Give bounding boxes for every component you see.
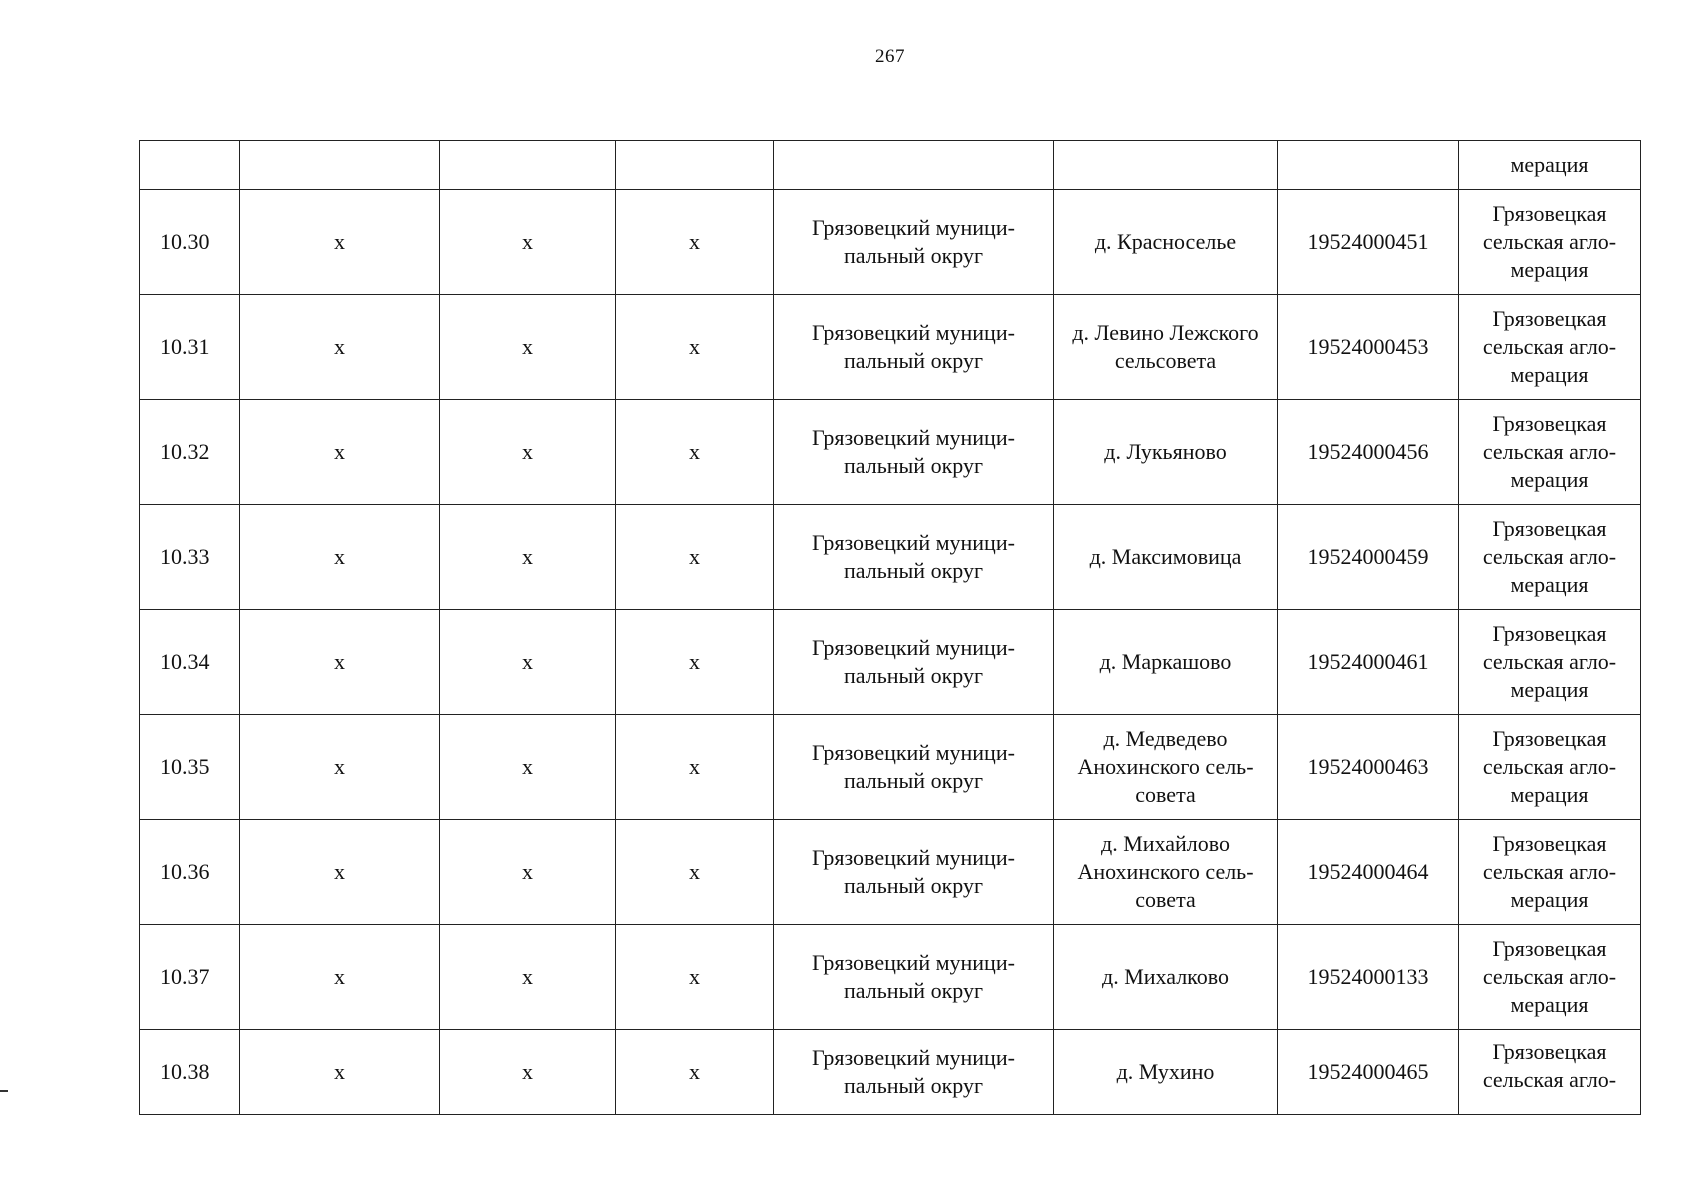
- mark-cell: х: [440, 715, 616, 820]
- table-cell: [774, 141, 1054, 190]
- settlement-cell: д. Мухино: [1054, 1030, 1278, 1115]
- settlement-cell: д. Медведево Анохинского сель- совета: [1054, 715, 1278, 820]
- mark-cell: х: [616, 715, 774, 820]
- settlement-cell: д. Красноселье: [1054, 190, 1278, 295]
- table-cell: [1278, 141, 1459, 190]
- agglomeration-cell: Грязовецкая сельская агло- мерация: [1459, 295, 1641, 400]
- mark-cell: х: [240, 820, 440, 925]
- row-number-cell: 10.33: [140, 505, 240, 610]
- mark-cell: х: [440, 820, 616, 925]
- district-cell: Грязовецкий муници- пальный округ: [774, 505, 1054, 610]
- row-number-cell: 10.38: [140, 1030, 240, 1115]
- row-number-cell: 10.34: [140, 610, 240, 715]
- oktmo-code-cell: 19524000453: [1278, 295, 1459, 400]
- row-number-cell: 10.32: [140, 400, 240, 505]
- agglomeration-cell: Грязовецкая сельская агло- мерация: [1459, 400, 1641, 505]
- mark-cell: х: [440, 505, 616, 610]
- settlement-cell: д. Левино Лежского сельсовета: [1054, 295, 1278, 400]
- settlement-cell: д. Максимовица: [1054, 505, 1278, 610]
- oktmo-code-cell: 19524000456: [1278, 400, 1459, 505]
- agglomeration-cell: Грязовецкая сельская агло-: [1459, 1030, 1641, 1115]
- oktmo-code-cell: 19524000464: [1278, 820, 1459, 925]
- district-cell: Грязовецкий муници- пальный округ: [774, 925, 1054, 1030]
- row-number-cell: 10.36: [140, 820, 240, 925]
- margin-mark: [0, 1090, 8, 1092]
- table-row: [140, 190, 1641, 295]
- row-number-cell: 10.35: [140, 715, 240, 820]
- oktmo-code-cell: 19524000461: [1278, 610, 1459, 715]
- mark-cell: х: [616, 820, 774, 925]
- table-row: [140, 505, 1641, 610]
- row-number-cell: 10.30: [140, 190, 240, 295]
- table-cell: [240, 141, 440, 190]
- table-row-continuation: [140, 141, 1641, 190]
- mark-cell: х: [240, 190, 440, 295]
- oktmo-code-cell: 19524000459: [1278, 505, 1459, 610]
- mark-cell: х: [616, 400, 774, 505]
- table-row: [140, 1030, 1641, 1115]
- agglomeration-cell: Грязовецкая сельская агло- мерация: [1459, 820, 1641, 925]
- oktmo-code-cell: 19524000451: [1278, 190, 1459, 295]
- settlement-cell: д. Михалково: [1054, 925, 1278, 1030]
- settlement-cell: д. Маркашово: [1054, 610, 1278, 715]
- district-cell: Грязовецкий муници- пальный округ: [774, 715, 1054, 820]
- mark-cell: х: [240, 610, 440, 715]
- district-cell: Грязовецкий муници- пальный округ: [774, 820, 1054, 925]
- mark-cell: х: [440, 1030, 616, 1115]
- mark-cell: х: [240, 505, 440, 610]
- table-body: [140, 190, 1641, 1115]
- row-number-cell: 10.37: [140, 925, 240, 1030]
- district-cell: Грязовецкий муници- пальный округ: [774, 1030, 1054, 1115]
- oktmo-code-cell: 19524000463: [1278, 715, 1459, 820]
- table-cell: [616, 141, 774, 190]
- mark-cell: х: [240, 295, 440, 400]
- mark-cell: х: [240, 400, 440, 505]
- district-cell: Грязовецкий муници- пальный округ: [774, 190, 1054, 295]
- mark-cell: х: [616, 610, 774, 715]
- mark-cell: х: [440, 190, 616, 295]
- mark-cell: х: [240, 1030, 440, 1115]
- mark-cell: х: [240, 715, 440, 820]
- settlements-table: [139, 140, 1641, 1115]
- settlement-cell: д. Лукьяново: [1054, 400, 1278, 505]
- table-row: [140, 400, 1641, 505]
- agglomeration-cell: Грязовецкая сельская агло- мерация: [1459, 715, 1641, 820]
- table-row: [140, 820, 1641, 925]
- table-row: [140, 715, 1641, 820]
- agglomeration-cell: Грязовецкая сельская агло- мерация: [1459, 925, 1641, 1030]
- mark-cell: х: [616, 295, 774, 400]
- table-cell: [1054, 141, 1278, 190]
- oktmo-code-cell: 19524000465: [1278, 1030, 1459, 1115]
- mark-cell: х: [240, 925, 440, 1030]
- table-cell: [140, 141, 240, 190]
- district-cell: Грязовецкий муници- пальный округ: [774, 400, 1054, 505]
- mark-cell: х: [440, 400, 616, 505]
- table-cell: [440, 141, 616, 190]
- table-row: [140, 925, 1641, 1030]
- oktmo-code-cell: 19524000133: [1278, 925, 1459, 1030]
- agglomeration-cell: Грязовецкая сельская агло- мерация: [1459, 505, 1641, 610]
- settlement-cell: д. Михайлово Анохинского сель- совета: [1054, 820, 1278, 925]
- mark-cell: х: [616, 1030, 774, 1115]
- mark-cell: х: [440, 610, 616, 715]
- mark-cell: х: [440, 925, 616, 1030]
- agglomeration-cell: Грязовецкая сельская агло- мерация: [1459, 190, 1641, 295]
- page-number: 267: [875, 46, 905, 67]
- mark-cell: х: [616, 190, 774, 295]
- agglomeration-cell: Грязовецкая сельская агло- мерация: [1459, 610, 1641, 715]
- mark-cell: х: [616, 505, 774, 610]
- agglomeration-cell: мерация: [1459, 141, 1641, 190]
- district-cell: Грязовецкий муници- пальный округ: [774, 295, 1054, 400]
- mark-cell: х: [616, 925, 774, 1030]
- row-number-cell: 10.31: [140, 295, 240, 400]
- table-row: [140, 610, 1641, 715]
- table-row: [140, 295, 1641, 400]
- district-cell: Грязовецкий муници- пальный округ: [774, 610, 1054, 715]
- mark-cell: х: [440, 295, 616, 400]
